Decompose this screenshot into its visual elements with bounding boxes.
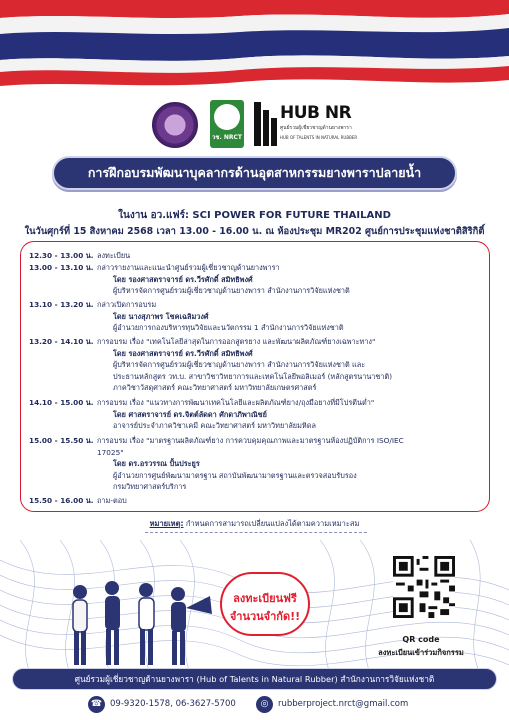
- speaker-name: โดย รองศาสตราจารย์ ดร.วีรศักดิ์ สมิทธิพงศ์: [113, 348, 253, 358]
- schedule-detail: [97, 495, 485, 507]
- title-banner: [52, 156, 457, 190]
- qr-caption: ลงทะเบียนเข้าร่วมกิจกรรม: [378, 648, 464, 657]
- qr-section: [348, 548, 494, 678]
- footer-org-text: ศูนย์รวมผู้เชี่ยวชาญด้านยางพารา (Hub of Talents in Natural Rubber) สำนักงานการวิจัยแห่งชาติ: [74, 674, 435, 684]
- schedule-detail: [97, 262, 485, 297]
- schedule-time: 13.10 - 13.20 น.: [29, 300, 94, 309]
- schedule-line: กล่าวเปิดการอบรม: [97, 300, 157, 309]
- speaker-name: โดย ศาสตราจารย์ ดร.จิตต์ลัดดา ศักดาภิพาณิชย์: [113, 409, 267, 419]
- schedule-line: กล่าวรายงานและแนะนำศูนย์รวมผู้เชี่ยวชาญด้านยางพารา: [97, 263, 280, 272]
- phone-number: 09-9320-1578, 06-3627-5700: [110, 699, 236, 709]
- hub-nr-mark-icon: [254, 102, 278, 146]
- speaker-position: ประธานหลักสูตร วท.บ. สาขาวิชาวิทยาการและเทคโนโลยีพอลิเมอร์ (หลักสูตรนานาชาติ): [113, 371, 393, 381]
- speaker-position: ภาควิชาวัสดุศาสตร์ คณะวิทยาศาสตร์ มหาวิทยาลัยเกษตรศาสตร์: [113, 383, 317, 392]
- thai-flag-banner: [0, 0, 509, 95]
- schedule-time: 13.00 - 13.10 น.: [29, 263, 94, 272]
- page-title: การฝึกอบรมพัฒนาบุคลากรด้านอุตสาหกรรมยางพาราปลายน้ำ: [87, 165, 422, 180]
- email-address: rubberproject.nrct@gmail.com: [278, 699, 409, 709]
- schedule-detail: [97, 299, 485, 334]
- badge-line-limited: จำนวนจำกัด!!: [229, 610, 301, 623]
- schedule-detail: [97, 250, 485, 262]
- schedule-line: การอบรม เรื่อง "มาตรฐานผลิตภัณฑ์ยาง การควบคุมคุณภาพและมาตรฐานห้องปฏิบัติการ ISO/IEC: [97, 436, 404, 445]
- remark-note: [0, 518, 509, 530]
- badge-line-free: ลงทะเบียนฟรี: [233, 592, 297, 605]
- speaker-name: โดย นางสุภาพร โชคเฉลิมวงศ์: [113, 311, 209, 321]
- schedule-line: ถาม-ตอบ: [97, 496, 127, 505]
- schedule-detail: [97, 336, 485, 394]
- nrct-logo: [210, 100, 244, 148]
- speaker-position: ผู้อำนวยการศูนย์พัฒนามาตรฐาน สถาบันพัฒนามาตรฐานและตรวจสอบรับรอง: [113, 470, 357, 480]
- speaker-position: ผู้บริหารจัดการศูนย์รวมผู้เชี่ยวชาญด้านยางพารา สำนักงานการวิจัยแห่งชาติ และ: [113, 360, 366, 369]
- nrct-logo-label: วช. NRCT: [212, 134, 242, 141]
- schedule-time: 15.50 - 16.00 น.: [29, 496, 94, 505]
- people-illustration: [60, 574, 230, 674]
- hub-nr-subtitle-en: HUB OF TALENTS IN NATURAL RUBBER: [280, 135, 358, 140]
- schedule-detail: [97, 397, 485, 432]
- hub-nr-logo: [254, 100, 358, 148]
- speaker-position: อาจารย์ประจำภาควิชาเคมี คณะวิทยาศาสตร์ มหาวิทยาลัยมหิดล: [113, 421, 316, 430]
- ministry-seal-logo: [152, 102, 198, 148]
- phone-icon: ☎: [88, 696, 105, 713]
- qr-code-icon[interactable]: [393, 556, 455, 618]
- schedule-time: 12.30 - 13.00 น.: [29, 251, 94, 260]
- schedule-line: การอบรม เรื่อง "แนวทางการพัฒนาเทคโนโลยีและผลิตภัณฑ์ยาง/ถุงมือยางที่มีโปรตีนต่ำ": [97, 398, 375, 407]
- schedule-time: 14.10 - 15.00 น.: [29, 398, 94, 407]
- partner-logos: [150, 100, 360, 150]
- event-name: ในงาน อว.แฟร์: SCI POWER FOR FUTURE THAILAND: [118, 210, 391, 221]
- remark-text: กำหนดการสามารถเปลี่ยนแปลงได้ตามความเหมาะสม: [185, 519, 360, 528]
- phone-contact[interactable]: [88, 694, 248, 716]
- schedule-time: 15.00 - 15.50 น.: [29, 436, 94, 445]
- footer-banner: [12, 668, 497, 690]
- schedule-line: การอบรม เรื่อง "เทคโนโลยีล่าสุดในการออกสูตรยาง และพัฒนาผลิตภัณฑ์ยางเฉพาะทาง": [97, 337, 376, 346]
- speaker-position: ผู้อำนวยการกองบริหารทุนวิจัยและนวัตกรรม 1 สำนักงานการวิจัยแห่งชาติ: [113, 323, 344, 332]
- speaker-position: กรมวิทยาศาสตร์บริการ: [113, 482, 187, 491]
- email-contact[interactable]: [256, 694, 436, 716]
- speaker-name: โดย ดร.อรวรรณ ปั้นประยูร: [113, 459, 200, 468]
- free-registration-badge: [220, 572, 310, 636]
- speaker-name: โดย รองศาสตราจารย์ ดร.วีรศักดิ์ สมิทธิพงศ์: [113, 274, 253, 284]
- schedule-line: ลงทะเบียน: [97, 251, 131, 260]
- hub-nr-subtitle: ศูนย์รวมผู้เชี่ยวชาญด้านยางพารา: [280, 125, 352, 131]
- qr-label: QR code: [402, 635, 440, 644]
- schedule-time: 13.20 - 14.10 น.: [29, 337, 94, 346]
- schedule-box: [20, 241, 490, 512]
- divider: [145, 532, 367, 533]
- event-date-venue: ในวันศุกร์ที่ 15 สิงหาคม 2568 เวลา 13.00 - 16.00 น. ณ ห้องประชุม MR202 ศูนย์การประชุมแห่งชาติสิริกิติ์: [24, 226, 485, 237]
- globe-icon: ◎: [256, 696, 273, 713]
- speaker-position: ผู้บริหารจัดการศูนย์รวมผู้เชี่ยวชาญด้านยางพารา สำนักงานการวิจัยแห่งชาติ: [113, 286, 350, 295]
- schedule-detail: [97, 435, 485, 493]
- schedule-line: 17025": [97, 447, 124, 457]
- remark-label: หมายเหตุ:: [149, 519, 184, 528]
- hub-nr-title: HUB NR: [280, 103, 352, 123]
